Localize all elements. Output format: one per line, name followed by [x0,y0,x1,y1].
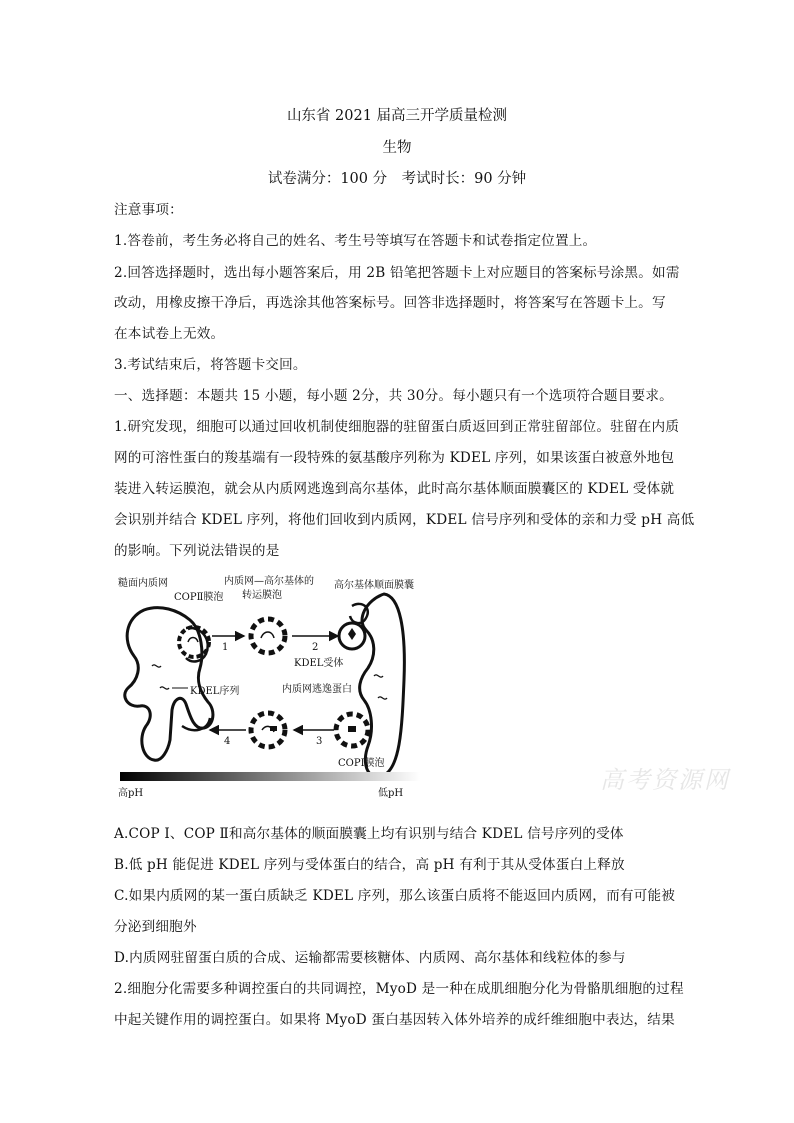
label-step-1: 1 [222,642,229,653]
kdel-squiggle-1 [152,665,161,667]
label-low-ph: 低pH [378,788,404,799]
label-transport-top: 内质网—高尔基体的 [224,576,314,587]
label-rough-er: 糙面内质网 [118,578,168,589]
q1-stem-line-1: 1.研究发现，细胞可以通过回收机制使细胞器的驻留蛋白质返回到正常驻留部位。驻留在内质 [114,419,680,435]
q2-stem-line-1: 2.细胞分化需要多种调控蛋白的共同调控，MyoD 是一种在成肌细胞分化为骨骼肌细胞的过程 [114,981,684,997]
q1-stem-line-2: 网的可溶性蛋白的羧基端有一段特殊的氨基酸序列称为 KDEL 序列，如果该蛋白被意外地包 [114,450,675,466]
label-kdel-receptor: KDEL受体 [294,658,344,669]
label-cop1: COPⅠ膜泡 [338,758,385,769]
transport-vesicle [251,619,285,653]
cop2-vesicle [179,627,209,657]
watermark: 高考资源网 [600,766,730,794]
q1-option-c-line-2: 分泌到细胞外 [114,919,197,935]
q1-option-c-line-1: C.如果内质网的某一蛋白质缺乏 KDEL 序列，那么该蛋白质将不能返回内质网，而有可能被 [114,888,676,904]
exam-info: 试卷满分：100 分 考试时长：90 分钟 [267,171,527,187]
q1-option-b: B.低 pH 能促进 KDEL 序列与受体蛋白的结合，高 pH 有利于其从受体蛋白上释放 [114,857,625,873]
label-kdel-seq: KDEL序列 [190,686,240,697]
label-cop2: COPⅡ膜泡 [174,592,224,603]
q1-option-a: A.COP Ⅰ、COP Ⅱ和高尔基体的顺面膜囊上均有识别与结合 KDEL 信号序列的受体 [114,826,624,842]
q1-stem-line-5: 的影响。下列说法错误的是 [114,543,280,559]
label-escaped-protein: 内质网逃逸蛋白 [282,684,352,695]
cop1-cargo [348,726,356,732]
exam-title: 山东省 2021 届高三开学质量检测 [286,108,508,124]
notice-heading: 注意事项： [114,202,183,218]
label-step-3: 3 [316,736,323,747]
notice-item-2-line-1: 2.回答选择题时，选出每小题答案后，用 2B 铅笔把答题卡上对应题目的答案标号涂黑。如需 [114,265,680,281]
kdel-squiggle-4 [374,675,383,677]
label-transport-bottom: 转运膜泡 [242,590,282,601]
return-vesicle [251,713,285,747]
kdel-squiggle-3 [378,697,387,699]
notice-item-2-line-3: 在本试卷上无效。 [114,326,225,342]
golgi-membrane [360,594,405,777]
label-high-ph: 高pH [118,788,144,799]
q1-option-d: D.内质网驻留蛋白质的合成、运输都需要核糖体、内质网、高尔基体和线粒体的参与 [114,950,626,966]
subject-title: 生物 [382,140,412,156]
golgi-bulge [350,604,368,623]
notice-item-1: 1.答卷前，考生务必将自己的姓名、考生号等填写在答题卡和试卷指定位置上。 [114,233,597,249]
q1-stem-line-3: 装进入转运膜泡，就会从内质网逃逸到高尔基体，此时高尔基体顺面膜囊区的 KDEL 受体就 [114,481,675,497]
notice-item-3: 3.考试结束后，将答题卡交回。 [114,357,307,373]
q2-stem-line-2: 中起关键作用的调控蛋白。如果将 MyoD 蛋白基因转入体外培养的成纤维细胞中表达，结果 [114,1012,675,1028]
label-golgi-cis: 高尔基体顺面膜囊 [334,580,414,591]
ph-gradient-bar [120,772,420,781]
section-heading: 一、选择题：本题共 15 小题，每小题 2分，共 30分。每小题只有一个选项符合题目要求。 [114,388,673,404]
notice-item-2-line-2: 改动，用橡皮擦干净后，再选涂其他答案标号。回答非选择题时，将答案写在答题卡上。写 [114,295,666,311]
kdel-figure [116,570,426,798]
q1-stem-line-4: 会识别并结合 KDEL 序列，将他们回收到内质网，KDEL 信号序列和受体的亲和力受 pH 高低 [114,512,695,528]
label-step-4: 4 [224,736,231,747]
kdel-squiggle-2 [160,687,169,689]
kdel-receptor-mark [348,628,356,640]
label-step-2: 2 [312,642,319,653]
